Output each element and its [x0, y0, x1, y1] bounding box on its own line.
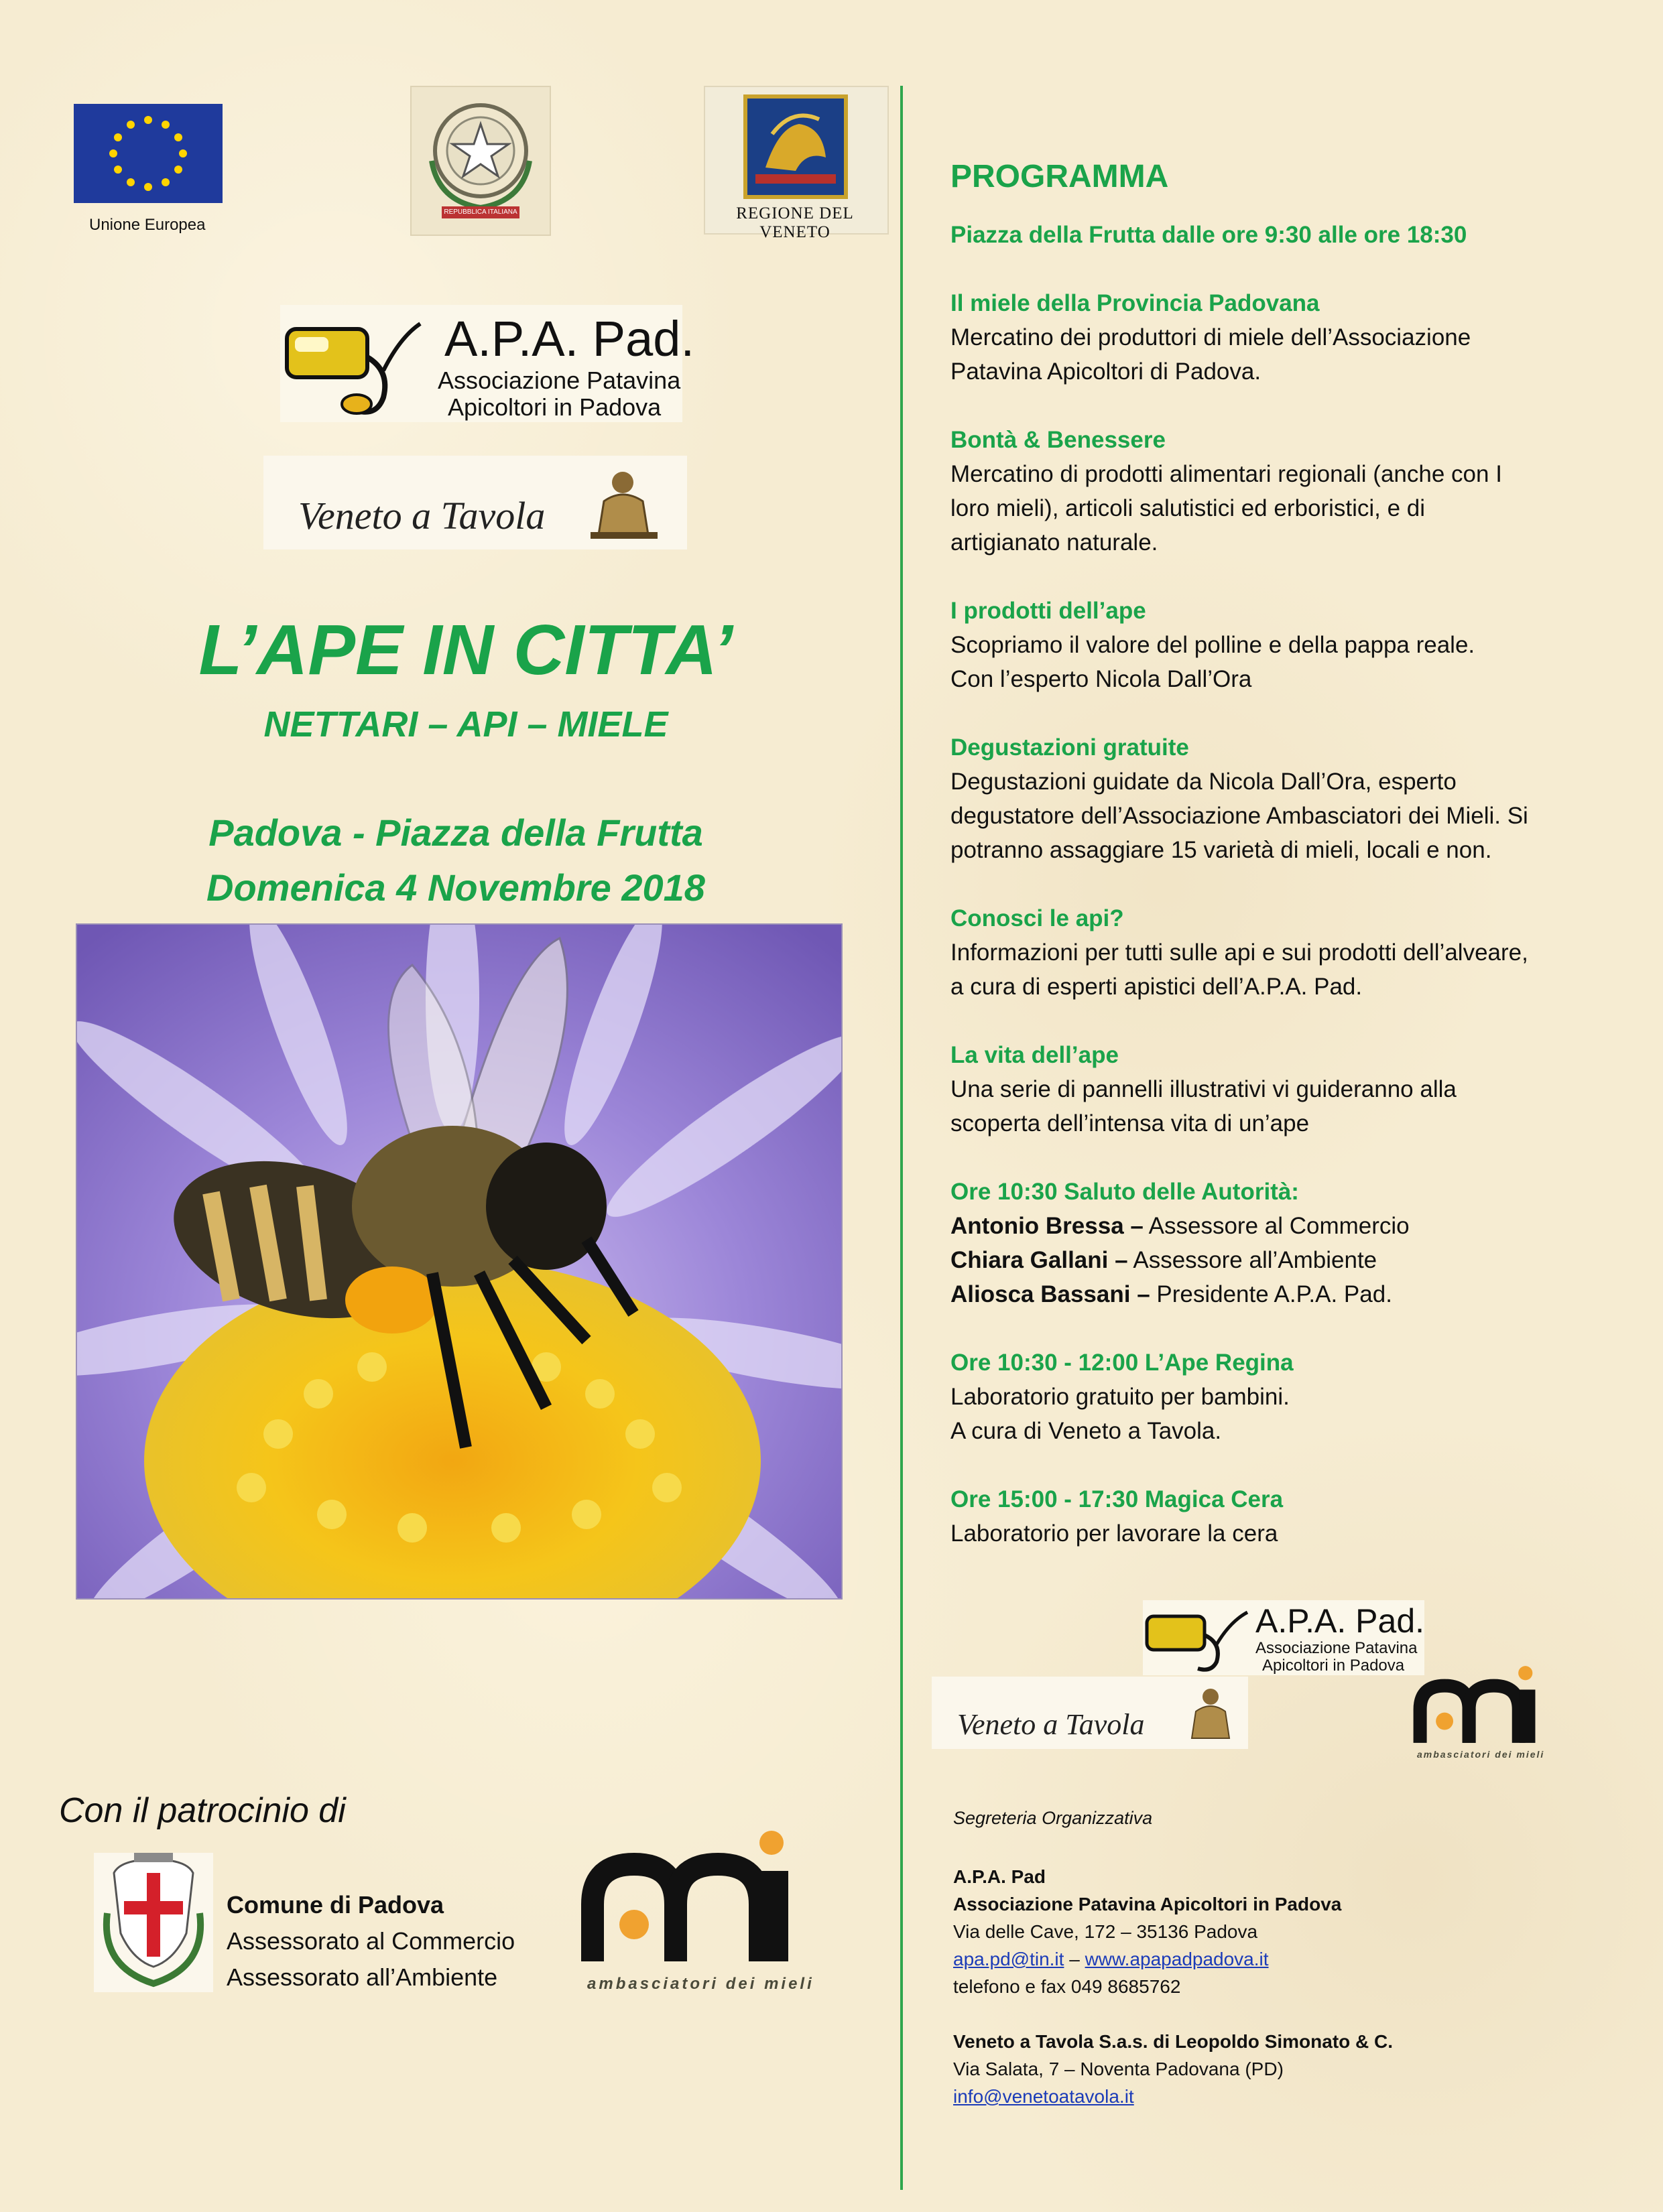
apa-pad-logo [280, 305, 694, 422]
programme-item [950, 730, 1627, 867]
programme-item-line: scoperta dell’intensa vita di un’ape [950, 1110, 1310, 1136]
ambasciatori-small-text: ambasciatori dei mieli [1417, 1749, 1545, 1760]
authority-name: Chiara Gallani – [950, 1247, 1128, 1273]
programme-item-line: Mercatino di prodotti alimentari regionali (anche con I [950, 461, 1502, 487]
programme-item [950, 594, 1627, 696]
programme-item-heading: Conosci le api? [950, 905, 1124, 931]
authority-row [950, 1209, 1627, 1243]
authority-name: Aliosca Bassani – [950, 1281, 1150, 1307]
programme-item-line: Laboratorio per lavorare la cera [950, 1520, 1278, 1547]
programme-item-line: degustatore dell’Associazione Ambasciatori dei Mieli. Si [950, 803, 1528, 829]
apa-pad-logo-small [1143, 1600, 1424, 1675]
authority-row [950, 1243, 1627, 1277]
vat-email-link[interactable]: info@venetoatavola.it [953, 2086, 1134, 2107]
comune-assessorato-ambiente: Assessorato all’Ambiente [227, 1963, 498, 1991]
programme-item [950, 1346, 1627, 1448]
column-divider [900, 86, 903, 2190]
programme-item-heading: La vita dell’ape [950, 1042, 1119, 1068]
programme-item [950, 1482, 1627, 1551]
programme-item [950, 286, 1627, 389]
emblem-ribbon-text: REPUBBLICA ITALIANA [444, 208, 517, 216]
vat-company-name: Veneto a Tavola S.a.s. di Leopoldo Simonato & C. [953, 2031, 1394, 2052]
apa-website-link[interactable]: www.apapadpadova.it [1085, 1949, 1269, 1969]
apa-links-row [953, 1945, 1623, 1973]
regione-veneto-caption: REGIONE DEL VENETO [736, 204, 854, 241]
programme-schedule: Piazza della Frutta dalle ore 9:30 alle ore 18:30 [950, 222, 1467, 248]
italian-republic-emblem [410, 86, 551, 236]
programme-item-line: Mercatino dei produttori di miele dell’Associazione [950, 324, 1471, 350]
programme-item-heading: Il miele della Provincia Padovana [950, 290, 1320, 316]
programme-section [950, 158, 1627, 1551]
apa-small-line1: Associazione Patavina [1255, 1639, 1418, 1657]
comune-assessorato-commercio: Assessorato al Commercio [227, 1927, 515, 1955]
programme-item-line: Degustazioni guidate da Nicola Dall’Ora, esperto [950, 769, 1457, 795]
programme-item-heading: Bontà & Benessere [950, 427, 1166, 453]
authority-role: Assessore al Commercio [1143, 1213, 1410, 1239]
apa-short-name: A.P.A. Pad [953, 1866, 1046, 1887]
programme-item-heading: Ore 10:30 - 12:00 L’Ape Regina [950, 1350, 1294, 1376]
programme-item-line: Laboratorio gratuito per bambini. [950, 1384, 1290, 1410]
apa-email-link[interactable]: apa.pd@tin.it [953, 1949, 1064, 1969]
apa-small-title: A.P.A. Pad. [1255, 1602, 1425, 1640]
contacts-block [953, 1863, 1623, 2110]
programme-item-line: loro mieli), articoli salutistici ed erboristici, e di [950, 495, 1425, 521]
event-subtitle: NETTARI – API – MIELE [263, 704, 668, 744]
event-place: Padova - Piazza della Frutta [208, 811, 703, 854]
bee-on-flower-photo [76, 923, 843, 1600]
veneto-a-tavola-logo-small [932, 1677, 1248, 1749]
programme-item [950, 423, 1627, 560]
programme-item-line: Scopriamo il valore del polline e della pappa reale. [950, 632, 1475, 658]
apa-logo-line2: Apicoltori in Padova [448, 393, 662, 421]
segreteria-label: Segreteria Organizzativa [953, 1808, 1153, 1828]
authority-role: Assessore all’Ambiente [1127, 1247, 1377, 1273]
ambasciatori-text: ambasciatori dei mieli [587, 1975, 814, 1993]
veneto-a-tavola-logo [263, 456, 687, 549]
programme-item-line: Una serie di pannelli illustrativi vi guideranno alla [950, 1076, 1457, 1102]
programme-item-line: Patavina Apicoltori di Padova. [950, 359, 1261, 385]
event-title: L’APE IN CITTA’ [198, 610, 733, 690]
eu-flag-logo [74, 104, 223, 203]
ambasciatori-dei-mieli-logo [580, 1824, 815, 1998]
programme-item [950, 1038, 1627, 1141]
authority-role: Presidente A.P.A. Pad. [1150, 1281, 1392, 1307]
programme-item-heading: Ore 15:00 - 17:30 Magica Cera [950, 1486, 1284, 1512]
veneto-a-tavola-text: Veneto a Tavola [298, 494, 546, 537]
saluto-autorita [950, 1175, 1627, 1311]
apa-logo-title: A.P.A. Pad. [444, 311, 694, 367]
programme-title: PROGRAMMA [950, 159, 1169, 194]
programme-item-line: Informazioni per tutti sulle api e sui prodotti dell’alveare, [950, 939, 1528, 966]
vat-address: Via Salata, 7 – Noventa Padovana (PD) [953, 2059, 1284, 2079]
eu-caption: Unione Europea [89, 216, 206, 234]
saluto-heading: Ore 10:30 Saluto delle Autorità: [950, 1179, 1299, 1205]
programme-item-line: potranno assaggiare 15 varietà di mieli, locali e non. [950, 837, 1492, 863]
comune-di-padova-crest [94, 1853, 213, 1992]
programme-item-heading: Degustazioni gratuite [950, 734, 1189, 761]
comune-name: Comune di Padova [227, 1891, 444, 1918]
programme-item-line: a cura di esperti apistici dell’A.P.A. Pad. [950, 974, 1363, 1000]
apa-small-line2: Apicoltori in Padova [1262, 1656, 1405, 1675]
apa-logo-line1: Associazione Patavina [438, 367, 681, 394]
programme-item-line: A cura di Veneto a Tavola. [950, 1418, 1222, 1444]
programme-item-line: artigianato naturale. [950, 529, 1158, 556]
apa-full-name: Associazione Patavina Apicoltori in Padova [953, 1894, 1342, 1914]
patronage-title: Con il patrocinio di [59, 1791, 346, 1830]
authority-name: Antonio Bressa – [950, 1213, 1144, 1239]
apa-address: Via delle Cave, 172 – 35136 Padova [953, 1921, 1258, 1942]
veneto-a-tavola-small-text: Veneto a Tavola [957, 1708, 1145, 1741]
authority-row [950, 1277, 1627, 1311]
programme-item-heading: I prodotti dell’ape [950, 598, 1146, 624]
programme-item-line: Con l’esperto Nicola Dall’Ora [950, 666, 1252, 692]
event-date: Domenica 4 Novembre 2018 [206, 866, 705, 909]
apa-phone: telefono e fax 049 8685762 [953, 1976, 1181, 1997]
ambasciatori-dei-mieli-logo-small [1413, 1662, 1551, 1762]
link-separator: – [1064, 1949, 1085, 1969]
programme-item [950, 901, 1627, 1004]
